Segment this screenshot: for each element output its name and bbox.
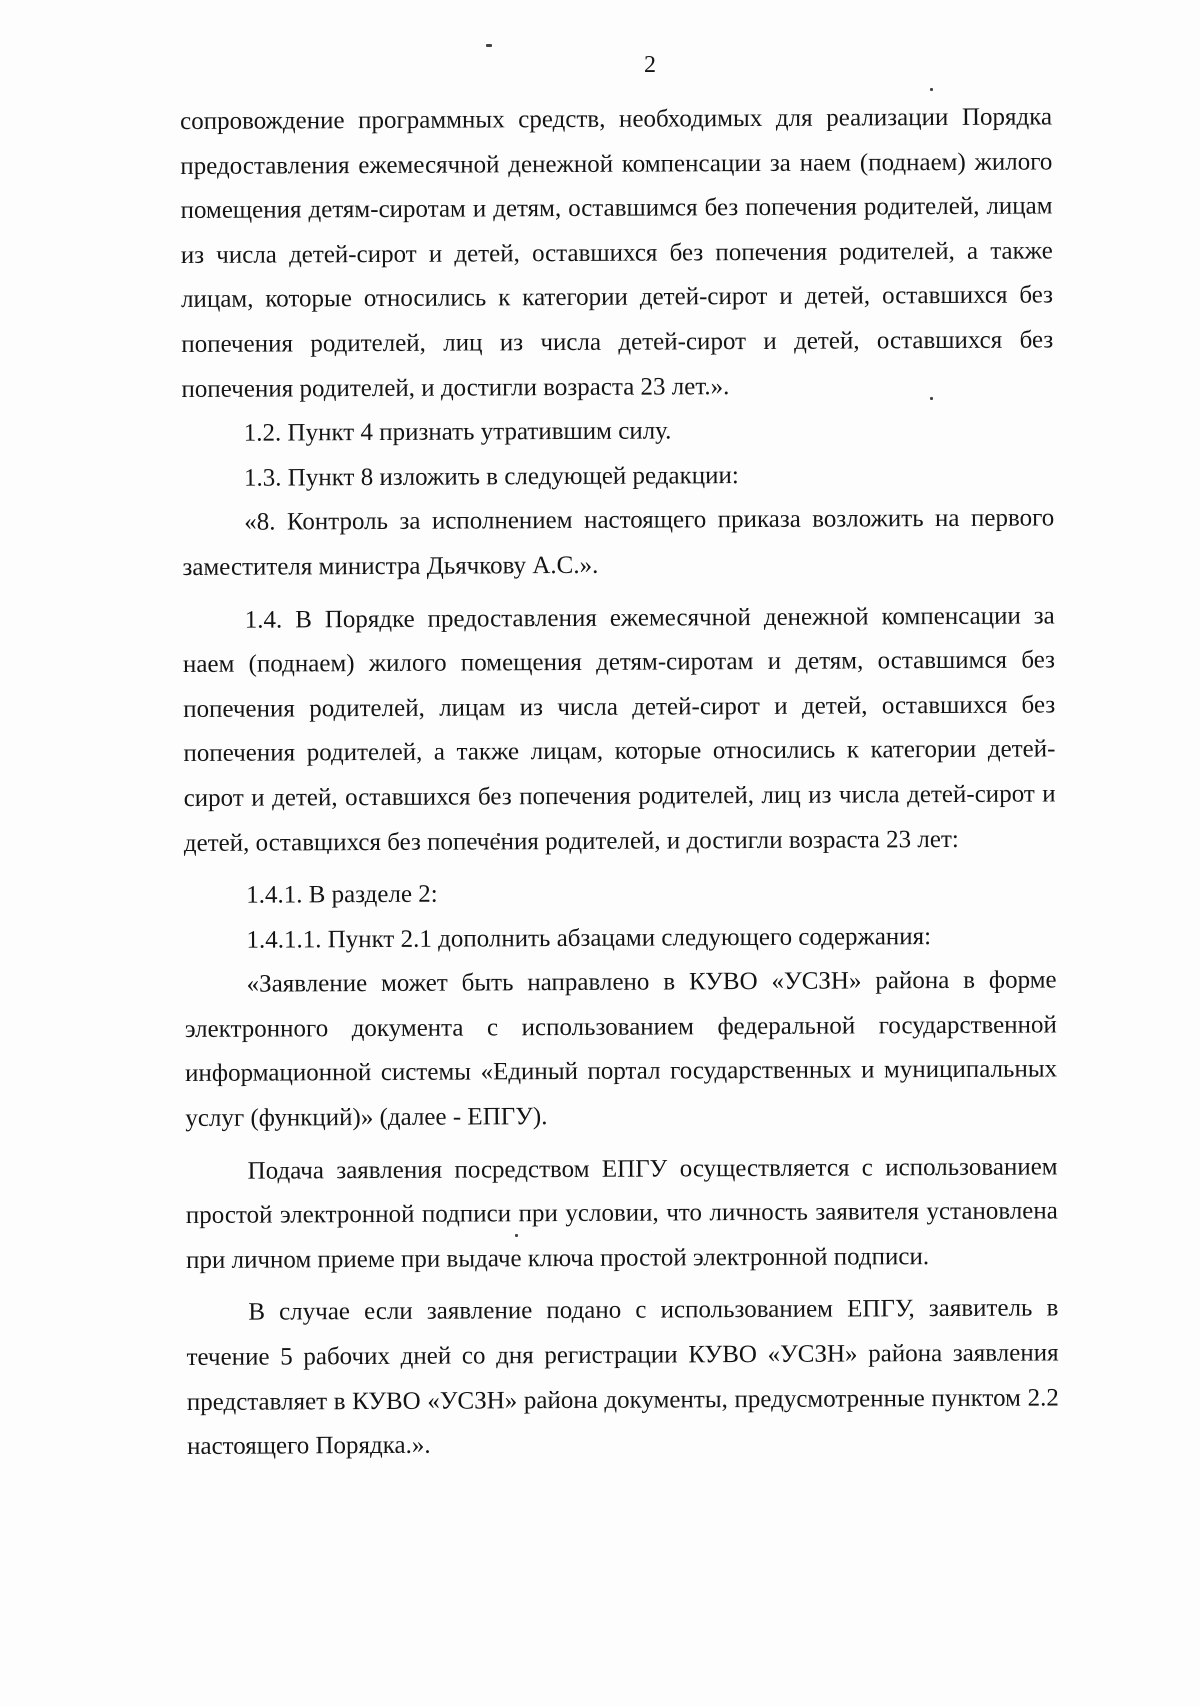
page-number: 2 xyxy=(644,52,656,78)
paragraph-documents-deadline: В случае если заявление подано с использованием ЕПГУ, заявитель в течение 5 рабочих дней со дня регистрации КУВО «УСЗН» района заявления представляет в КУВО «УСЗН» района документы, предусмотренные пунктом 2.2 настоящего Порядка.». xyxy=(186,1294,1059,1461)
paragraph-1-4-1: 1.4.1. В разделе 2: xyxy=(246,880,438,909)
paragraph-1-4: 1.4. В Порядке предоставления ежемесячной денежной компенсации за наем (поднаем) жилого помещения детям-сиротам и детям, оставшимся без попечения родителей, лицам из числа детей-сирот и детей, оставшихся без попечения родителей, а также лицам, которые относились к категории детей-сирот и детей, оставшихся без попечения родителей, лиц из числа детей-сирот и детей, оставшихся без попечения родителей, и достигли возраста 23 лет: xyxy=(182,601,1056,857)
scan-speck xyxy=(486,44,492,47)
document-body xyxy=(180,95,1059,1469)
scan-speck xyxy=(930,88,933,91)
paragraph-epgu-submission: Подача заявления посредством ЕПГУ осуществляется с использованием простой электронной подписи при условии, что личность заявителя установлена при личном приеме при выдаче ключа простой электронной подписи. xyxy=(185,1153,1058,1274)
paragraph-1-2: 1.2. Пункт 4 признать утратившим силу. xyxy=(243,417,672,447)
paragraph-clause-8: «8. Контроль за исполнением настоящего приказа возложить на первого заместителя министра Дьячкову А.С.». xyxy=(182,504,1055,581)
paragraph-1-4-1-1: 1.4.1.1. Пункт 2.1 дополнить абзацами следующего содержания: xyxy=(246,922,932,954)
paragraph-continuation: сопровождение программных средств, необходимых для реализации Порядка предоставления ежемесячной денежной компенсации за наем (поднаем) жилого помещения детям-сиротам и детям, оставшимся без попечения родителей, лицам из числа детей-сирот и детей, оставшихся без попечения родителей, а также лицам, которые относились к категории детей-сирот и детей, оставшихся без попечения родителей, лиц из числа детей-сирот и детей, оставшихся без попечения родителей, и достигли возраста 23 лет.». xyxy=(180,103,1054,403)
paragraph-1-3: 1.3. Пункт 8 изложить в следующей редакции: xyxy=(243,461,739,492)
paragraph-application-form: «Заявление может быть направлено в КУВО «УСЗН» района в форме электронного документа с использованием федеральной государственной информационной системы «Единый портал государственных и муниципальных услуг (функций)» (далее - ЕПГУ). xyxy=(184,966,1058,1133)
